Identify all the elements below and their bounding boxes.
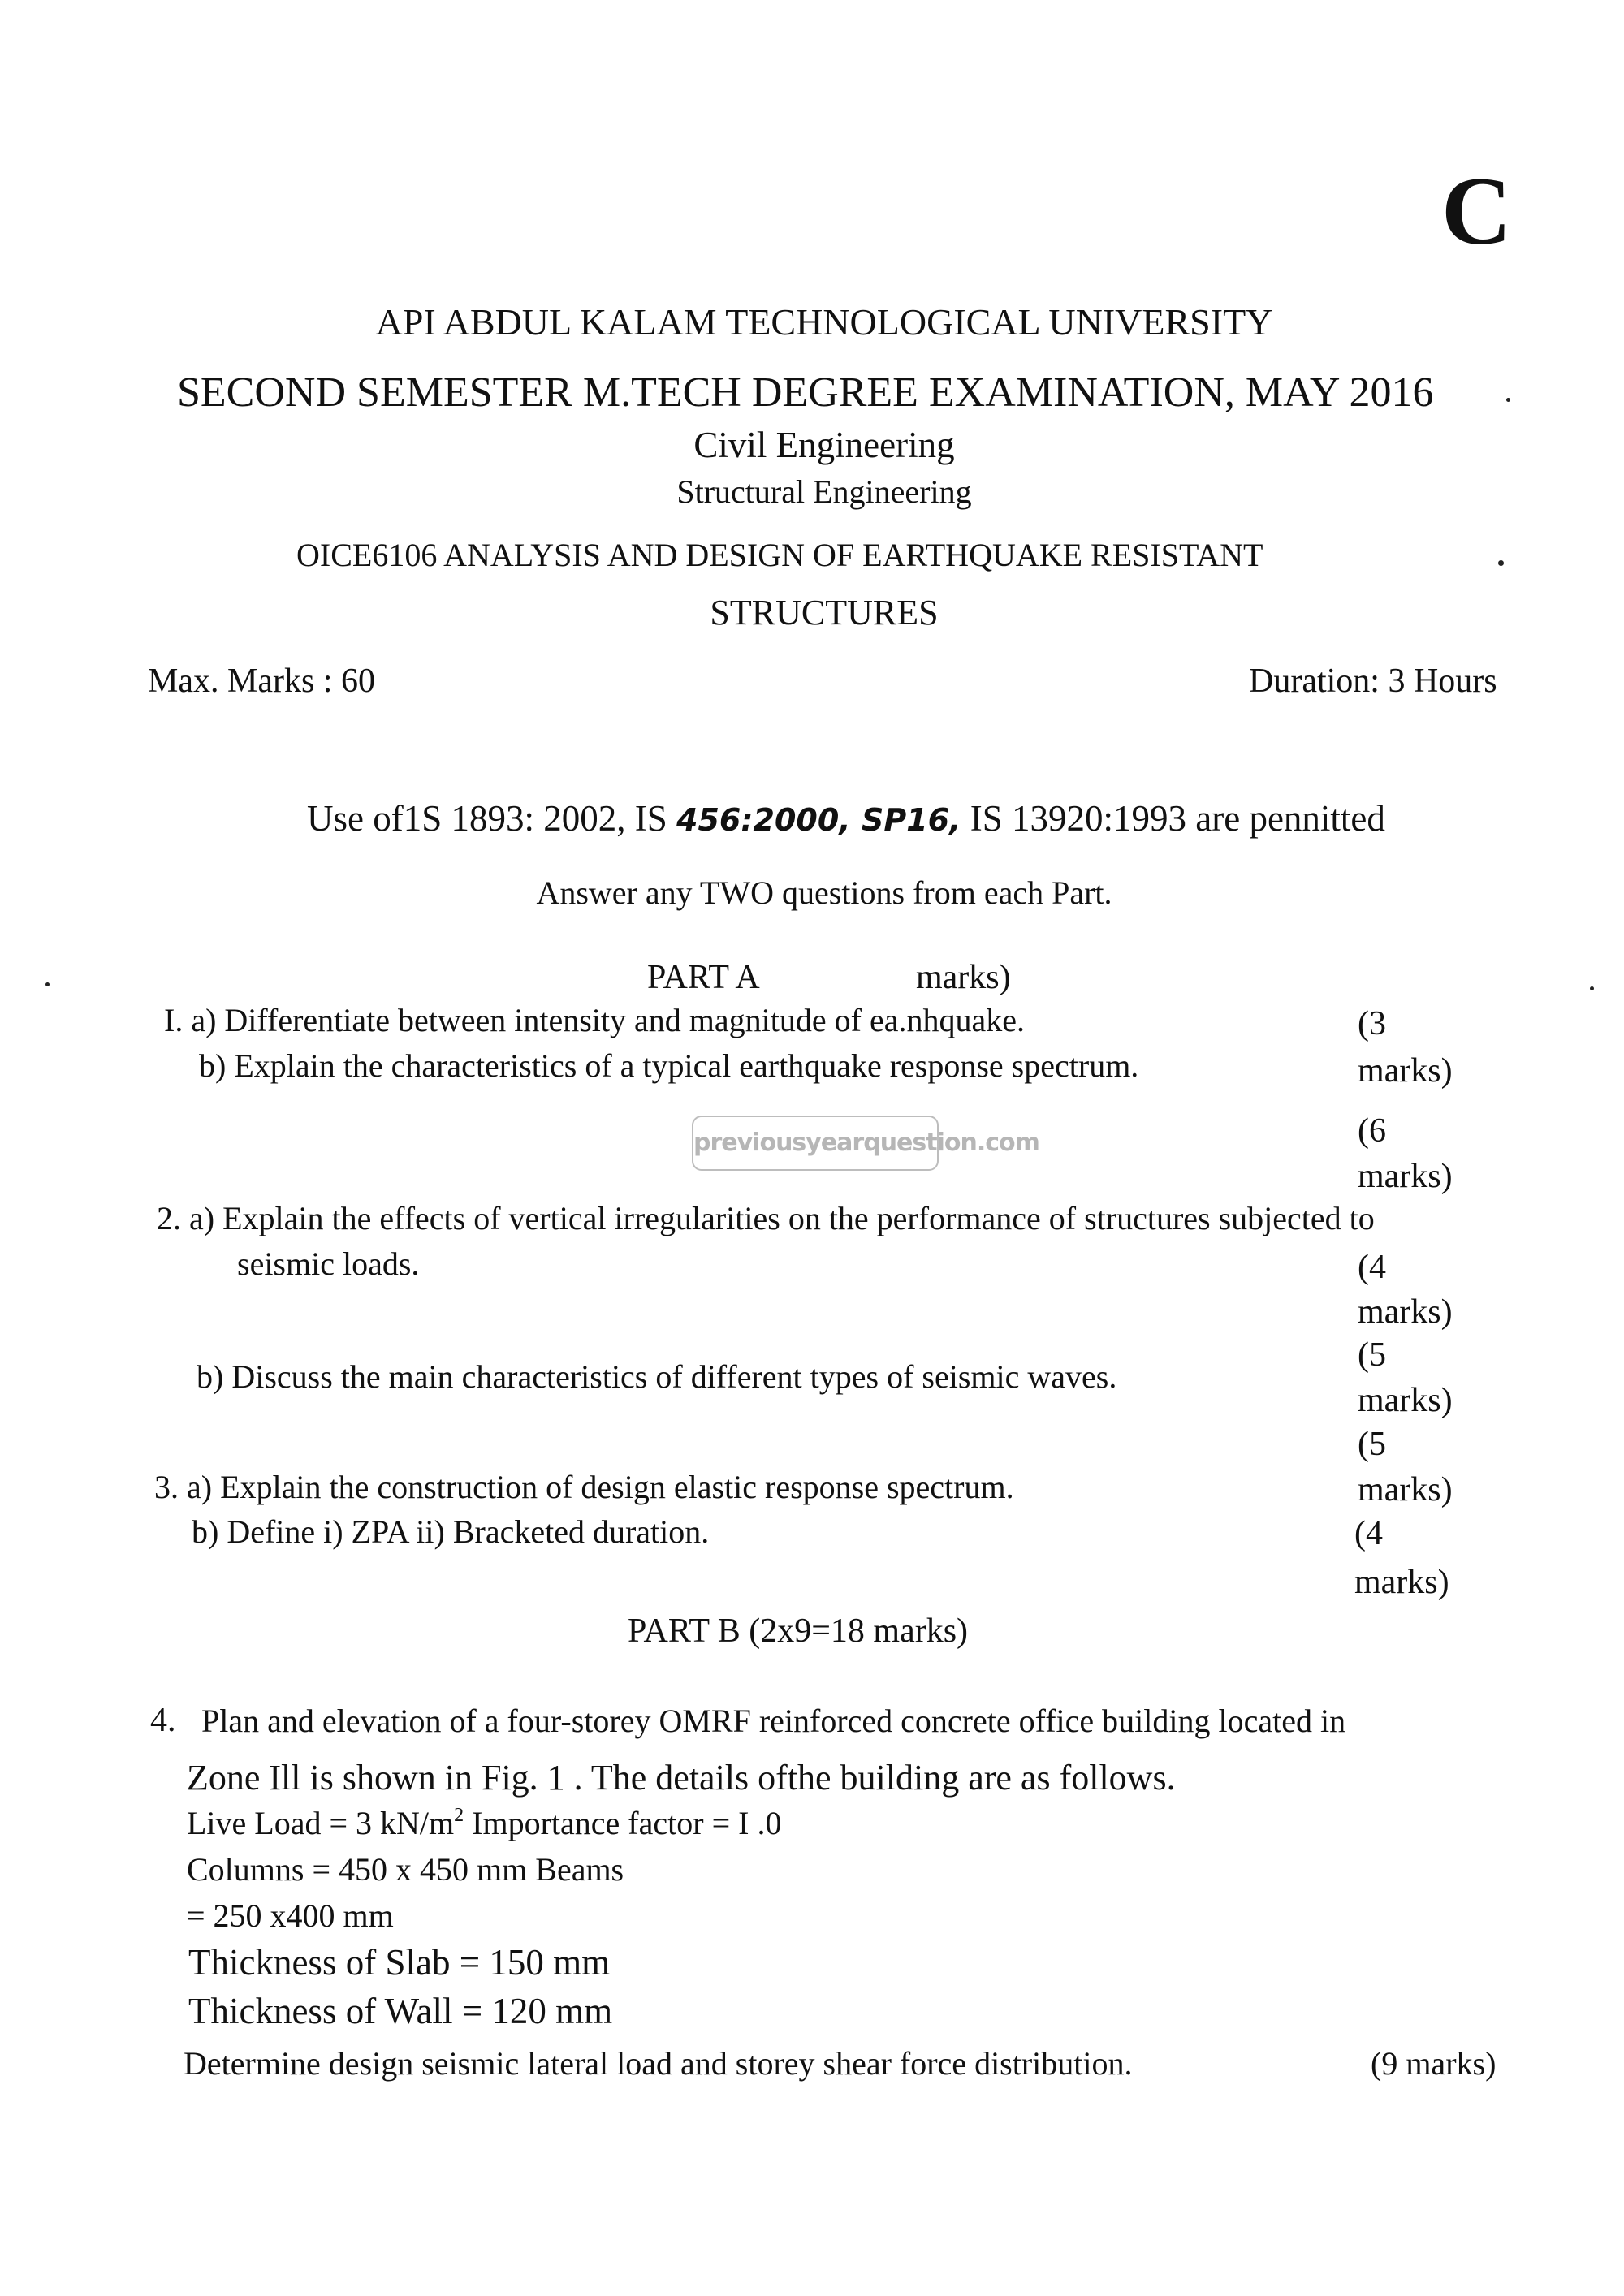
- question-4-line1: Plan and elevation of a four-storey OMRF reinforced concrete office building located in: [201, 1703, 1346, 1739]
- permitted-prefix: Use of1S 1893: 2002, IS: [307, 798, 677, 839]
- q3b-marks-open: (4: [1354, 1515, 1383, 1552]
- beams-line: = 250 x400 mm: [187, 1897, 394, 1934]
- question-4-line2: Zone Ill is shown in Fig. 1 . The details ofthe building are as follows.: [187, 1758, 1176, 1798]
- question-2a-line2: seismic loads.: [237, 1245, 420, 1282]
- live-load-suffix: Importance factor = I .0: [464, 1805, 782, 1841]
- stray-mark: [1498, 560, 1504, 566]
- q1b-marks-open: (6: [1358, 1112, 1386, 1150]
- course-title-line1: OICE6106 ANALYSIS AND DESIGN OF EARTHQUAKE RESISTANT: [296, 537, 1263, 573]
- stray-mark: [1506, 398, 1510, 402]
- wall-thickness: Thickness of Wall = 120 mm: [188, 1991, 613, 2031]
- stray-mark: [1590, 986, 1594, 990]
- instruction: Answer any TWO questions from each Part.: [536, 874, 1112, 911]
- q3b-marks-close: marks): [1354, 1564, 1449, 1601]
- slab-thickness: Thickness of Slab = 150 mm: [188, 1942, 611, 1983]
- question-1a: I. a) Differentiate between intensity and magnitude of ea.nhquake.: [164, 1002, 1025, 1038]
- q3a-marks-open: (5: [1358, 1426, 1386, 1463]
- part-b-title: PART B (2x9=18 marks): [628, 1612, 969, 1650]
- question-2b: b) Discuss the main characteristics of different types of seismic waves.: [197, 1358, 1117, 1395]
- part-a-title: PART A: [647, 959, 760, 996]
- max-marks: Max. Marks : 60: [148, 662, 375, 700]
- columns-line: Columns = 450 x 450 mm Beams: [187, 1851, 624, 1888]
- live-load-prefix: Live Load = 3 kN/m: [187, 1805, 455, 1841]
- q2a-marks-close: marks): [1358, 1293, 1453, 1331]
- course-title-line2: STRUCTURES: [710, 593, 939, 632]
- branch-name: Civil Engineering: [693, 425, 955, 465]
- permitted-suffix: IS 13920:1993 are pennitted: [961, 798, 1385, 839]
- permitted-middle: 456:2000, SP16,: [676, 802, 961, 838]
- q1b-marks-close: marks): [1358, 1158, 1453, 1195]
- duration: Duration: 3 Hours: [1249, 662, 1497, 700]
- exam-title: SECOND SEMESTER M.TECH DEGREE EXAMINATION, MAY 2016: [177, 369, 1434, 416]
- stream-name: Structural Engineering: [676, 473, 972, 510]
- question-3a: 3. a) Explain the construction of design elastic response spectrum.: [154, 1469, 1014, 1505]
- question-4-number: 4.: [150, 1702, 176, 1739]
- stray-mark: [45, 982, 50, 986]
- q4-marks: (9 marks): [1371, 2045, 1497, 2082]
- q1a-marks-open: (3: [1358, 1005, 1386, 1042]
- live-load-superscript: 2: [454, 1805, 464, 1826]
- q3a-marks-close: marks): [1358, 1471, 1453, 1508]
- live-load-line: [187, 1807, 781, 1840]
- q2b-marks-close: marks): [1358, 1382, 1453, 1419]
- watermark-logo: previousyearquestion.com: [692, 1116, 939, 1171]
- question-1b: b) Explain the characteristics of a typical earthquake response spectrum.: [199, 1047, 1139, 1084]
- part-a-title-marks: marks): [916, 959, 1011, 996]
- q2b-marks-open: (5: [1358, 1336, 1386, 1374]
- question-3b: b) Define i) ZPA ii) Bracketed duration.: [192, 1513, 710, 1550]
- question-4-task: Determine design seismic lateral load and storey shear force distribution.: [184, 2045, 1133, 2082]
- question-2a-line1: 2. a) Explain the effects of vertical irregularities on the performance of structures subjected to: [157, 1200, 1375, 1236]
- paper-code-letter: C: [1441, 157, 1512, 265]
- q1a-marks-close: marks): [1358, 1052, 1453, 1090]
- university-name: API ABDUL KALAM TECHNOLOGICAL UNIVERSITY: [375, 301, 1273, 343]
- permitted-codes: [307, 798, 1385, 839]
- q2a-marks-open: (4: [1358, 1249, 1386, 1286]
